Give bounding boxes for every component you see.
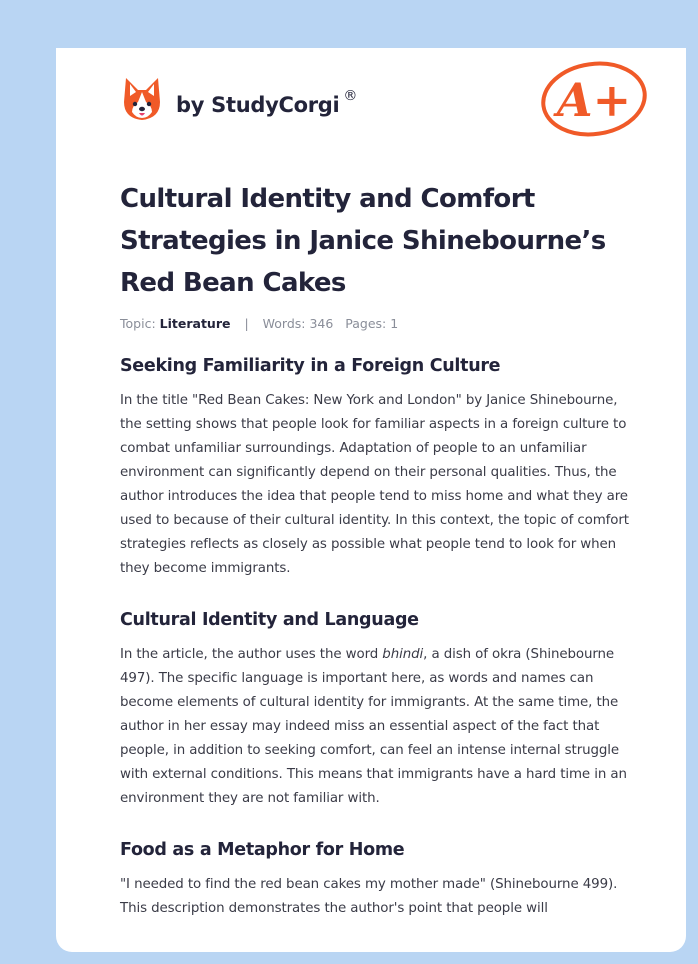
a-plus-grade-icon [538,58,650,140]
corgi-icon [122,76,162,122]
essay-meta [120,316,632,331]
studycorgi-logo[interactable] [122,76,357,122]
essay-content [120,178,632,921]
grade-text: A+ [556,73,632,127]
section-heading: Cultural Identity and Language [120,610,419,630]
section-heading: Food as a Metaphor for Home [120,840,405,860]
section-heading: Seeking Familiarity in a Foreign Culture [120,356,501,376]
section-paragraph: "I needed to find the red bean cakes my mother made" (Shinebourne 499). This description demonstrates the author's point that people will [120,877,618,916]
document-page [56,48,686,952]
section-paragraph: In the article, the author uses the word bhindi, a dish of okra (Shinebourne 497). The specific language is important here, as words and names can become elements of cultural identity for immigrants. At the same time, the author in her essay may indeed miss an essential aspect of the fact that people, in addition to seeking comfort, can feel an intense internal struggle with external conditions. This means that immigrants have a hard time in an environment they are not familiar with. [120,647,627,806]
italic-term: bhindi [382,647,424,662]
section-paragraph: In the title "Red Bean Cakes: New York and London" by Janice Shinebourne, the setting shows that people look for familiar aspects in a foreign culture to combat unfamiliar surroundings. Adaptation of people to an unfamiliar environment can significantly depend on their personal qualities. Thus, the author introduces the idea that people tend to miss home and what they are used to because of their cultural identity. In this context, the topic of comfort strategies reflects as closely as possible what people tend to look for when they become immigrants. [120,393,629,576]
meta-separator: | [244,316,249,331]
essay-title: Cultural Identity and Comfort Strategies in Janice Shinebourne’s Red Bean Cakes [120,184,606,298]
word-count: Words: 346 [262,316,334,331]
registered-mark: ® [343,87,358,104]
topic-link[interactable]: Literature [159,316,231,331]
topic-label: Topic: [120,316,156,331]
page-header [56,48,686,158]
brand-name: by StudyCorgi ® [176,87,358,117]
page-count: Pages: 1 [345,316,399,331]
